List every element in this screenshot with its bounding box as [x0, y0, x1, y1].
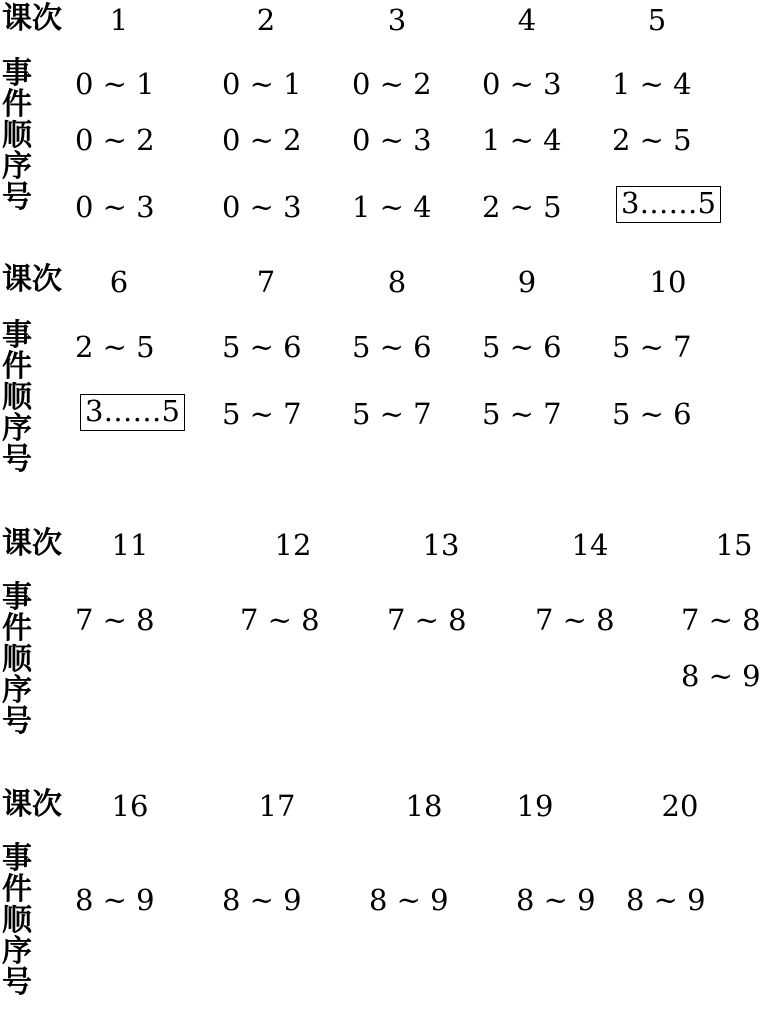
lesson-number: 5	[647, 3, 667, 37]
lesson-label: 课次	[2, 1, 62, 36]
event-range-cell: 7 ~ 8	[75, 603, 155, 637]
event-range-cell: 7 ~ 8	[535, 603, 615, 637]
lesson-number: 11	[111, 528, 149, 562]
event-range-cell: 8 ~ 9	[75, 883, 155, 917]
lesson-label: 课次	[2, 787, 62, 822]
event-range-cell: 1 ~ 4	[612, 67, 692, 101]
event-sequence-label: 事 件 顺 序 号	[2, 580, 32, 739]
event-range-cell: 0 ~ 2	[222, 123, 302, 157]
lesson-number: 8	[387, 265, 407, 299]
event-sequence-label: 事 件 顺 序 号	[2, 841, 32, 1000]
lesson-number: 7	[256, 265, 276, 299]
event-range-cell: 8 ~ 9	[516, 883, 596, 917]
lesson-number: 14	[571, 528, 609, 562]
event-range-cell: 7 ~ 8	[387, 603, 467, 637]
lesson-number: 10	[649, 265, 687, 299]
lesson-label: 课次	[2, 526, 62, 561]
lesson-number: 19	[516, 789, 554, 823]
lesson-number: 3	[387, 3, 407, 37]
event-range-cell: 0 ~ 3	[222, 190, 302, 224]
event-range-cell: 8 ~ 9	[681, 659, 761, 693]
event-range-cell: 2 ~ 5	[482, 190, 562, 224]
event-range-cell: 2 ~ 5	[612, 123, 692, 157]
event-range-cell: 0 ~ 1	[75, 67, 155, 101]
lesson-number: 17	[258, 789, 296, 823]
lesson-number: 9	[517, 265, 537, 299]
event-range-cell: 5 ~ 7	[482, 397, 562, 431]
event-range-cell: 1 ~ 4	[482, 123, 562, 157]
event-sequence-label: 事 件 顺 序 号	[2, 318, 32, 477]
event-range-cell: 1 ~ 4	[352, 190, 432, 224]
event-range-cell: 2 ~ 5	[75, 330, 155, 364]
lesson-number: 18	[405, 789, 443, 823]
event-range-cell: 0 ~ 3	[352, 123, 432, 157]
event-range-cell: 5 ~ 6	[482, 330, 562, 364]
lesson-number: 4	[517, 3, 537, 37]
lesson-number: 13	[422, 528, 460, 562]
event-range-cell: 5 ~ 7	[352, 397, 432, 431]
lesson-number: 16	[111, 789, 149, 823]
event-sequence-label: 事 件 顺 序 号	[2, 56, 32, 215]
event-range-cell: 8 ~ 9	[369, 883, 449, 917]
event-range-cell: 0 ~ 1	[222, 67, 302, 101]
event-range-cell: 8 ~ 9	[626, 883, 706, 917]
lesson-number: 6	[109, 265, 129, 299]
lesson-number: 1	[109, 3, 129, 37]
event-range-cell: 8 ~ 9	[222, 883, 302, 917]
event-range-cell: 0 ~ 3	[75, 190, 155, 224]
event-range-cell: 0 ~ 3	[482, 67, 562, 101]
lesson-number: 2	[256, 3, 276, 37]
event-range-cell: 0 ~ 2	[352, 67, 432, 101]
lesson-number: 15	[715, 528, 753, 562]
boxed-event-range-cell: 3……5	[616, 186, 721, 223]
event-range-cell: 7 ~ 8	[240, 603, 320, 637]
event-range-cell: 5 ~ 6	[222, 330, 302, 364]
boxed-event-range-cell: 3……5	[80, 394, 185, 431]
lesson-number: 20	[661, 789, 699, 823]
event-range-cell: 5 ~ 6	[612, 397, 692, 431]
event-range-cell: 0 ~ 2	[75, 123, 155, 157]
event-range-cell: 7 ~ 8	[681, 603, 761, 637]
lesson-number: 12	[274, 528, 312, 562]
lesson-label: 课次	[2, 262, 62, 297]
event-range-cell: 5 ~ 6	[352, 330, 432, 364]
event-range-cell: 5 ~ 7	[222, 397, 302, 431]
event-range-cell: 5 ~ 7	[612, 330, 692, 364]
